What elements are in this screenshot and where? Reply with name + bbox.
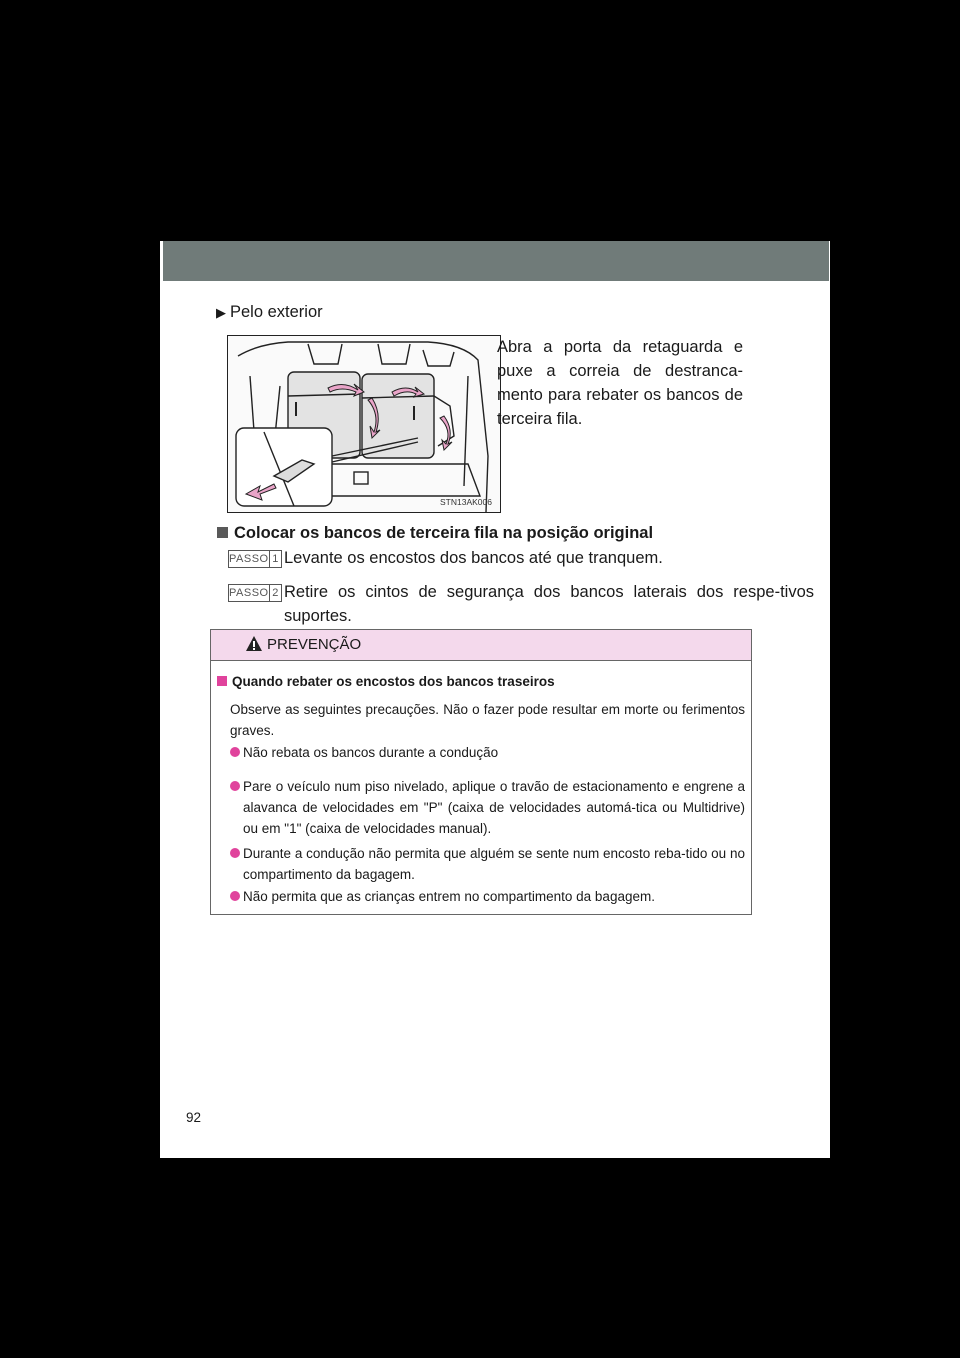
warning-header <box>211 630 751 661</box>
square-bullet-icon <box>217 527 228 538</box>
header-bar <box>163 241 829 281</box>
figure-code: STN13AK006 <box>440 497 492 507</box>
step-text: Retire os cintos de segurança dos bancos laterais dos respe-tivos suportes. <box>284 583 814 625</box>
step-badge: PASSO 2 <box>228 584 282 602</box>
seat-fold-illustration <box>227 335 501 513</box>
rear-seats-drawing <box>228 336 500 512</box>
page-number: 92 <box>186 1110 202 1125</box>
warning-bullet: Não rebata os bancos durante a condução <box>230 742 745 763</box>
square-bullet-icon <box>217 676 227 686</box>
section-heading: Colocar os bancos de terceira fila na posição original <box>217 524 653 543</box>
warning-subheading: Quando rebater os encostos dos bancos traseiros <box>217 674 555 689</box>
bullet-dot-icon <box>230 781 240 791</box>
step-badge: PASSO 1 <box>228 550 282 568</box>
warning-box <box>210 629 752 915</box>
instruction-text: Abra a porta da retaguarda e puxe a correia de destranca-mento para rebater os bancos de terceira fila. <box>497 338 743 428</box>
triangle-right-icon: ▶ <box>216 305 226 320</box>
warning-intro: Observe as seguintes precauções. Não o fazer pode resultar em morte ou ferimentos graves. <box>230 702 745 738</box>
bullet-dot-icon <box>230 747 240 757</box>
warning-bullet: Não permita que as crianças entrem no compartimento da bagagem. <box>230 886 745 907</box>
bullet-dot-icon <box>230 891 240 901</box>
warning-triangle-icon <box>245 635 263 653</box>
warning-bullet: Pare o veículo num piso nivelado, aplique o travão de estacionamento e engrene a alavanca de velocidades em "P" (caixa de velocidades automá-tica ou Multidrive) ou em "1" (caixa de velocidades manual). <box>230 776 745 839</box>
subsection-title: ▶ Pelo exterior <box>216 303 323 321</box>
warning-title: PREVENÇÃO <box>267 636 362 653</box>
manual-page <box>160 241 830 1158</box>
step-text: Levante os encostos dos bancos até que tranquem. <box>284 549 663 567</box>
bullet-dot-icon <box>230 848 240 858</box>
warning-bullet: Durante a condução não permita que alguém se sente num encosto reba-tido ou no compartimento da bagagem. <box>230 843 745 885</box>
